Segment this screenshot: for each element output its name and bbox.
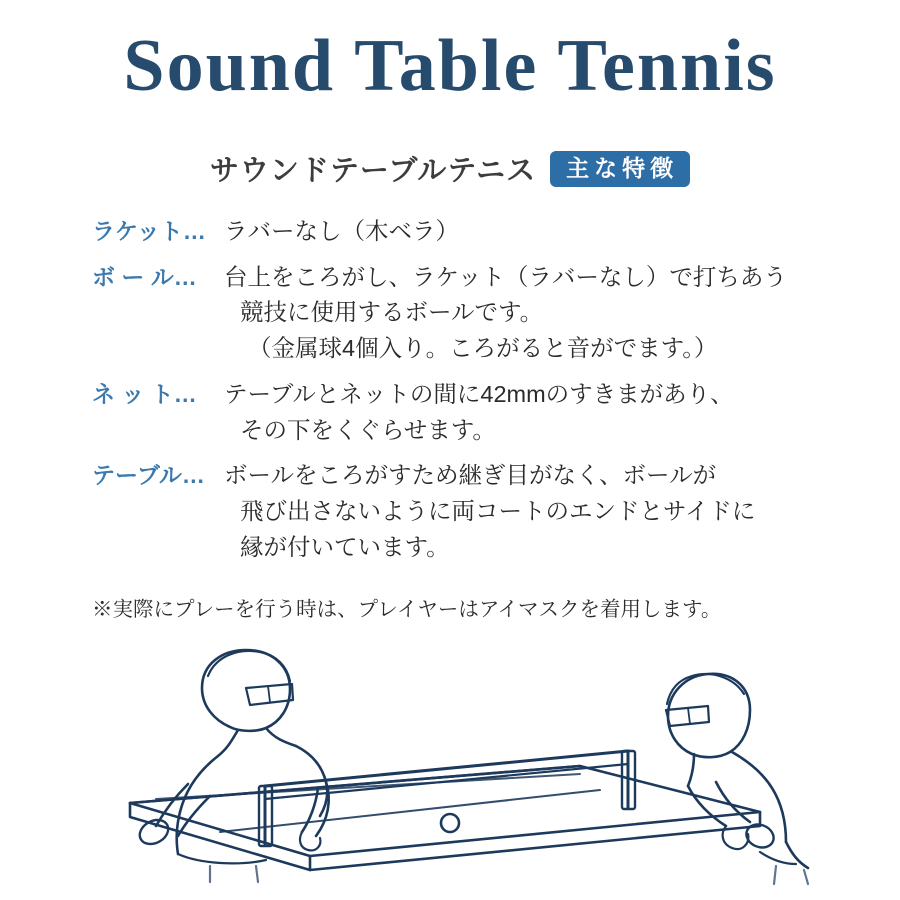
spec-body-table xyxy=(224,458,832,565)
spec-line: ボールをころがすため継ぎ目がなく、ボールが xyxy=(224,462,717,489)
spec-line: その下をくぐらせます。 xyxy=(240,416,496,443)
list-item xyxy=(92,377,832,448)
spec-label-racket: ラケット… xyxy=(92,218,206,244)
table-tennis-players-illustration xyxy=(60,636,850,886)
spec-line: ラバーなし（木ベラ） xyxy=(224,218,459,244)
subtitle-japanese: サウンドテーブルテニス xyxy=(209,155,537,187)
spec-line: 台上をころがし、ラケット（ラバーなし）で打ちあう xyxy=(224,263,787,290)
spec-list xyxy=(92,214,832,575)
spec-line: テーブルとネットの間に42mmのすきまがあり、 xyxy=(224,380,734,407)
list-item xyxy=(92,214,832,250)
spec-body-racket xyxy=(224,214,832,250)
spec-body-net xyxy=(224,377,832,448)
spec-label-table: テーブル… xyxy=(92,462,205,489)
spec-body-ball xyxy=(224,260,832,367)
list-item xyxy=(92,260,832,367)
spec-label-ball: ボ ー ル… xyxy=(92,263,197,290)
spec-line: 競技に使用するボールです。 xyxy=(240,299,544,326)
list-item xyxy=(92,458,832,565)
spec-label-net: ネ ッ ト… xyxy=(92,380,197,407)
subtitle-row xyxy=(0,148,900,189)
spec-line: 飛び出さないように両コートのエンドとサイドに xyxy=(240,498,756,525)
status-badge: 主な特徴 xyxy=(550,151,690,187)
page-title: Sound Table Tennis xyxy=(123,25,777,107)
spec-line: （金属球4個入り。ころがると音がでます。） xyxy=(248,335,718,362)
footnote: ※実際にプレーを行う時は、プレイヤーはアイマスクを着用します。 xyxy=(92,598,722,621)
spec-line: 縁が付いています。 xyxy=(240,533,450,560)
